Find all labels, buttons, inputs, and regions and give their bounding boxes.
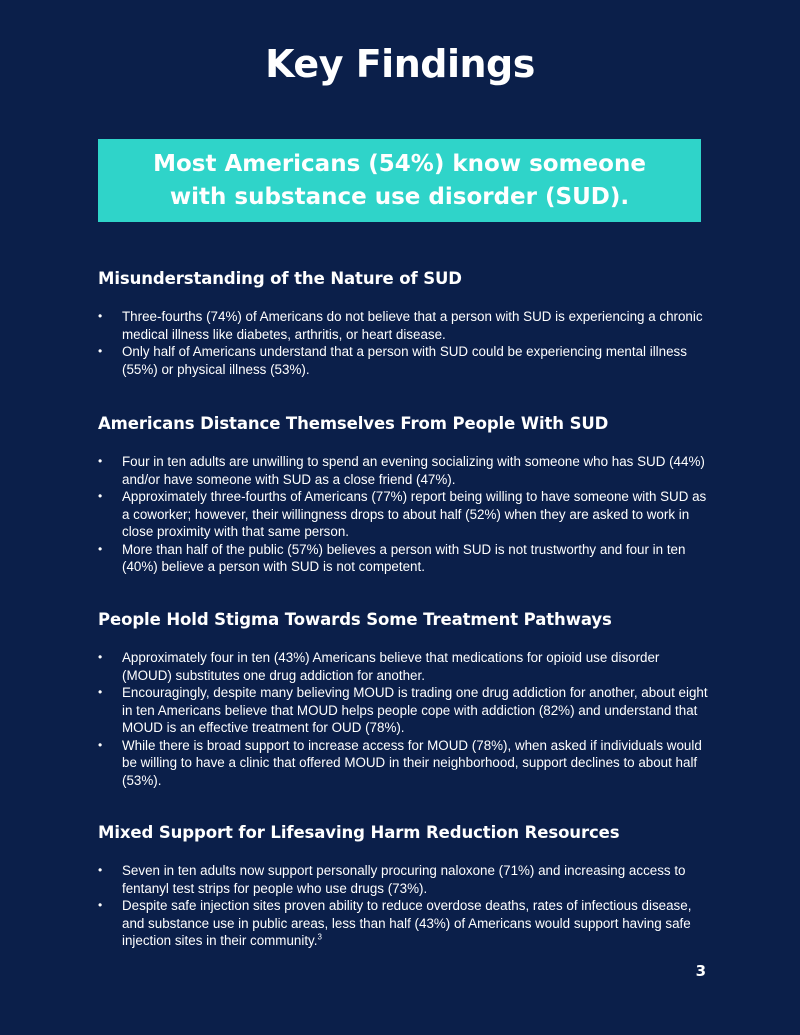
list-item: • More than half of the public (57%) believes a person with SUD is not trustworthy and four in ten (40%) believe a person with SUD is not competent. bbox=[98, 541, 686, 574]
list-item: • Encouragingly, despite many believing MOUD is trading one drug addiction for another, about eight in ten Americans believe that MOUD helps people cope with addiction (82%) and understand that MOUD is an effective treatment for OUD (78%). bbox=[98, 685, 708, 735]
list-item: • Despite safe injection sites proven ability to reduce overdose deaths, rates of infectious disease, and substance use in public areas, less than half (43%) of Americans would support having safe injection sites in their community.$^3$ bbox=[98, 898, 692, 948]
section-heading: Americans Distance Themselves From People With SUD bbox=[98, 414, 609, 433]
bullet-icon: • bbox=[98, 685, 103, 699]
bullet-icon: • bbox=[98, 898, 103, 912]
page-title: Key Findings bbox=[265, 42, 535, 86]
bullet-list bbox=[98, 308, 708, 378]
bullet-icon: • bbox=[98, 344, 103, 358]
list-item: • While there is broad support to increase access for MOUD (78%), when asked if individuals would be willing to have a clinic that offered MOUD in their neighborhood, support declines to about half (53%). bbox=[98, 737, 702, 788]
bullet-icon: • bbox=[98, 489, 103, 503]
bullet-list bbox=[98, 453, 708, 576]
section-misunderstanding bbox=[98, 268, 708, 378]
section-treatment-stigma bbox=[98, 609, 708, 789]
list-item: • Three-fourths (74%) of Americans do not believe that a person with SUD is experiencing a chronic medical illness like diabetes, arthritis, or heart disease. bbox=[98, 309, 703, 342]
footnote-marker: 3 bbox=[317, 932, 322, 942]
callout-line-1: Most Americans (54%) know someone bbox=[153, 150, 646, 177]
page-number: 3 bbox=[695, 962, 706, 980]
bullet-icon: • bbox=[98, 541, 103, 556]
section-heading: Misunderstanding of the Nature of SUD bbox=[98, 269, 462, 288]
list-item: • Four in ten adults are unwilling to spend an evening socializing with someone who has SUD (44%) and/or have someone with SUD as a close friend (47%). bbox=[98, 454, 705, 487]
list-item: • Seven in ten adults now support personally procuring naloxone (71%) and increasing access to fentanyl test strips for people who use drugs (73%). bbox=[98, 863, 686, 896]
bullet-list bbox=[98, 862, 708, 950]
list-item: • Only half of Americans understand that a person with SUD could be experiencing mental illness (55%) or physical illness (53%). bbox=[98, 344, 687, 377]
list-item: • Approximately four in ten (43%) Americans believe that medications for opioid use disorder (MOUD) substitutes one drug addiction for another. bbox=[98, 650, 660, 683]
bullet-list bbox=[98, 649, 708, 789]
bullet-icon: • bbox=[98, 309, 103, 323]
section-harm-reduction bbox=[98, 822, 708, 950]
section-heading: Mixed Support for Lifesaving Harm Reduction Resources bbox=[98, 823, 620, 842]
bullet-icon: • bbox=[98, 737, 103, 752]
section-heading: People Hold Stigma Towards Some Treatment Pathways bbox=[98, 610, 612, 629]
callout-line-2: with substance use disorder (SUD). bbox=[169, 183, 630, 210]
key-stat-callout bbox=[98, 139, 701, 222]
callout-text bbox=[153, 148, 646, 214]
bullet-icon: • bbox=[98, 454, 103, 468]
section-distance bbox=[98, 413, 708, 576]
list-item: • Approximately three-fourths of Americans (77%) report being willing to have someone with SUD as a coworker; however, their willingness drops to about half (52%) when they are asked to work in close proximity with that same person. bbox=[98, 489, 707, 539]
bullet-icon: • bbox=[98, 650, 103, 664]
bullet-icon: • bbox=[98, 863, 103, 877]
